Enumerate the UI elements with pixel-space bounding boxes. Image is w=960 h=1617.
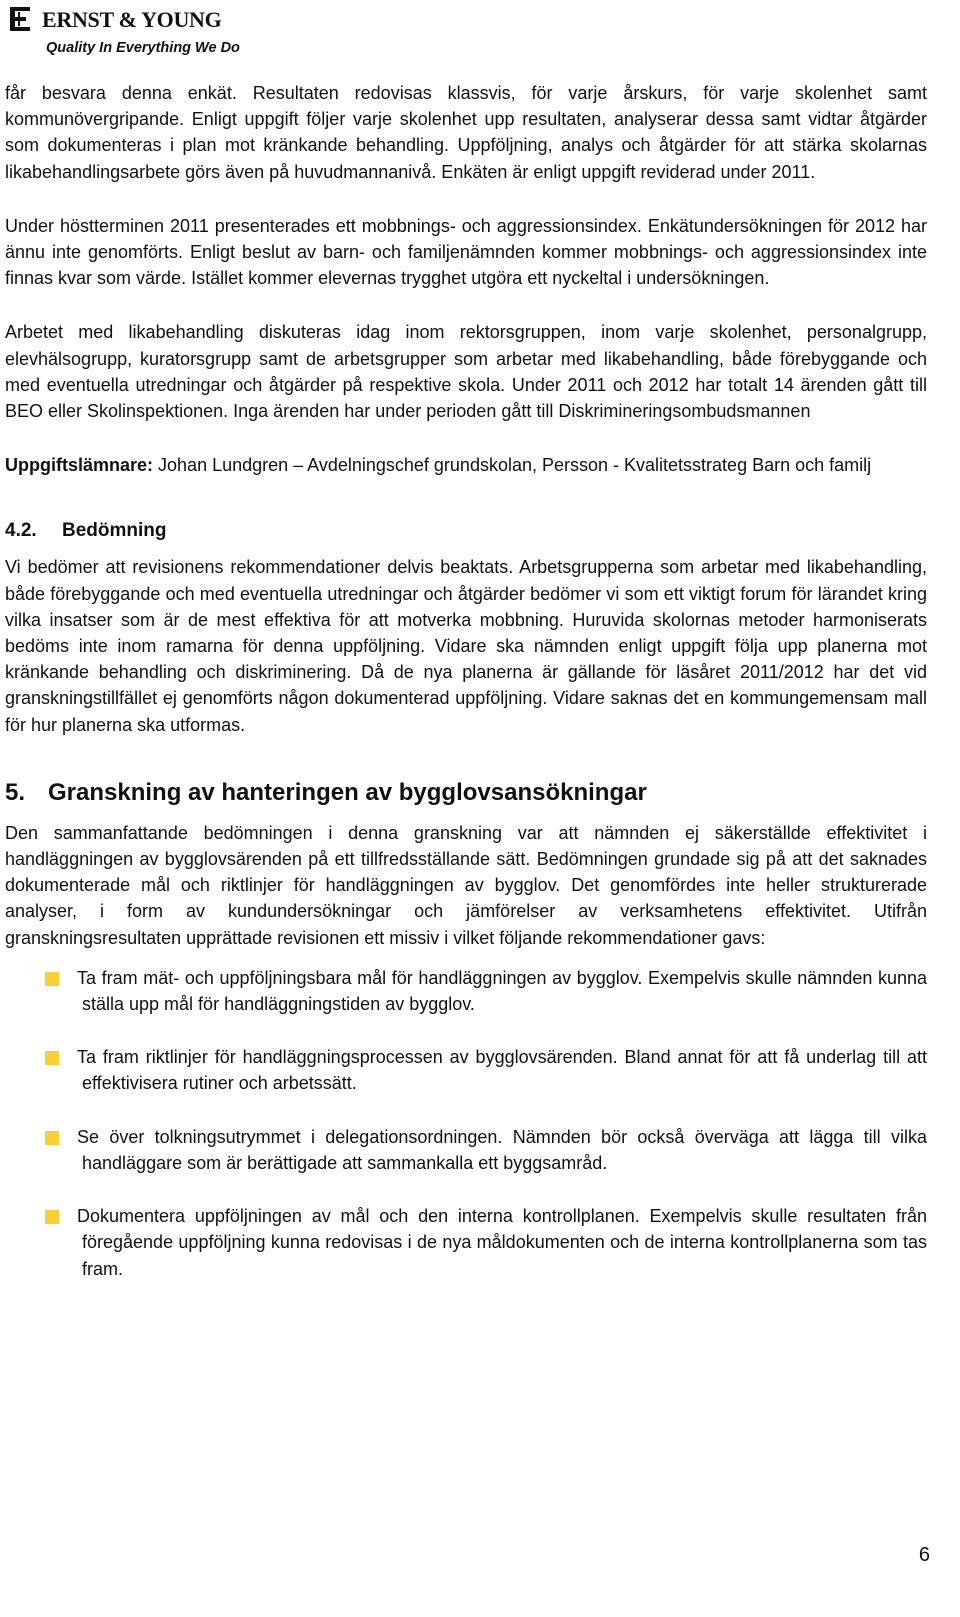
section-number: 4.2. — [5, 520, 37, 542]
list-item — [5, 965, 927, 1017]
recommendations-list — [5, 965, 927, 1282]
paragraph-bullying-index: Under höstterminen 2011 presenterades ett mobbnings- och aggressionsindex. Enkätundersökningen för 2012 har ännu inte genomförts. Enligt beslut av barn- och familjenämnden kommer mobbnings- och aggressionsindex inte finnas kvar som värde. Istället kommer elevernas trygghet utgöra ett nyckeltal i undersökningen. — [5, 215, 927, 289]
section-heading-4-2 — [5, 518, 927, 544]
recommendation-text: Ta fram mät- och uppföljningsbara mål för handläggningen av bygglov. Exempelvis skulle nämnden kunna ställa upp mål för handläggningstiden av bygglov. — [77, 967, 927, 1015]
list-item — [5, 1044, 927, 1096]
list-item — [5, 1124, 927, 1176]
paragraph-survey-results: får besvara denna enkät. Resultaten redovisas klassvis, för varje årskurs, för varje skolenhet samt kommunövergripande. Enligt uppgift följer varje skolenhet upp resultaten, analyserar dessa samt vidtar åtgärder som dokumenteras i plan mot kränkande behandling. Uppföljning, analys och åtgärder för att stärka skolarnas likabehandlingsarbete görs även på huvudmannanivå. Enkäten är enligt uppgift reviderad under 2011. — [5, 83, 927, 182]
informant-text: Johan Lundgren – Avdelningschef grundskolan, Persson - Kvalitetsstrateg Barn och familj — [153, 455, 872, 476]
recommendation-text: Dokumentera uppföljningen av mål och den interna kontrollplanen. Exempelvis skulle resultaten från föregående uppföljning kunna redovisas i de nya måldokumenten och de interna kontrollplanerna som tas fram. — [77, 1206, 927, 1279]
bullet-square-icon — [45, 1051, 59, 1065]
informant-paragraph — [5, 452, 927, 478]
bullet-square-icon — [45, 972, 59, 986]
brand-name: ERNST & YOUNG — [42, 7, 222, 32]
page-number: 6 — [918, 1544, 930, 1566]
paragraph-equal-treatment-work: Arbetet med likabehandling diskuteras idag inom rektorsgruppen, inom varje skolenhet, personalgrupp, elevhälsogrupp, kuratorsgrupp samt de arbetsgrupper som arbetar med likabehandling, både förebyggande och med eventuella utredningar och åtgärder på respektive skola. Under 2011 och 2012 har totalt 14 ärenden gått till BEO eller Skolinspektionen. Inga ärenden har under perioden gått till Diskrimineringsombudsmannen — [5, 322, 927, 422]
recommendation-text: Se över tolkningsutrymmet i delegationsordningen. Nämnden bör också överväga att lägga till vilka handläggare som är berättigade att sammankalla ett byggsamråd. — [77, 1126, 927, 1173]
ey-logo-mark-icon — [8, 4, 38, 34]
section-number: 5. — [5, 778, 26, 806]
section-title: Granskning av hanteringen av bygglovsansökningar — [48, 778, 647, 806]
document-body — [5, 80, 927, 1282]
recommendation-text: Ta fram riktlinjer för handläggningsprocessen av bygglovsärenden. Bland annat för att få underlag till att effektivisera rutiner och arbetssätt. — [77, 1047, 927, 1094]
brand-tagline: Quality In Everything We Do — [46, 40, 240, 56]
section-title: Bedömning — [62, 520, 167, 542]
review-summary-paragraph: Den sammanfattande bedömningen i denna granskning var att nämnden ej säkerställde effektivitet i handläggningen av bygglovsärenden på ett tillfredsställande sätt. Bedömningen grundade sig på att det saknades dokumenterade mål och riktlinjer för handläggningen av bygglov. Det genomfördes inte heller strukturerade analyser, i form av kundundersökningar och jämförelser av verksamhetens effektivitet. Utifrån granskningsresultaten upprättade revisionen ett missiv i vilket följande rekommendationer gavs: — [5, 822, 927, 948]
bullet-square-icon — [45, 1131, 59, 1145]
ernst-young-logo — [8, 4, 258, 56]
list-item — [5, 1203, 927, 1282]
informant-label: Uppgiftslämnare: — [5, 455, 154, 476]
section-heading-5 — [5, 778, 927, 808]
bullet-square-icon — [45, 1210, 59, 1224]
assessment-paragraph: Vi bedömer att revisionens rekommendationer delvis beaktats. Arbetsgrupperna som arbetar med likabehandling, både förebyggande och med eventuella utredningar och åtgärder bedömer vi som ett viktigt forum för lärandet kring vilka insatser som är de mest effektiva för att motverka mobbning. Huruvida skolornas metoder harmoniserats bedöms inte inom ramarna för denna uppföljning. Vidare ska nämnden enligt uppgift följa upp planerna mot kränkande behandling och diskriminering. Då de nya planerna är gällande för läsåret 2011/2012 har det vid granskningstillfället ej genomförts någon dokumenterad uppföljning. Vidare saknas det en kommungemensam mall för hur planerna ska utformas. — [5, 557, 927, 735]
